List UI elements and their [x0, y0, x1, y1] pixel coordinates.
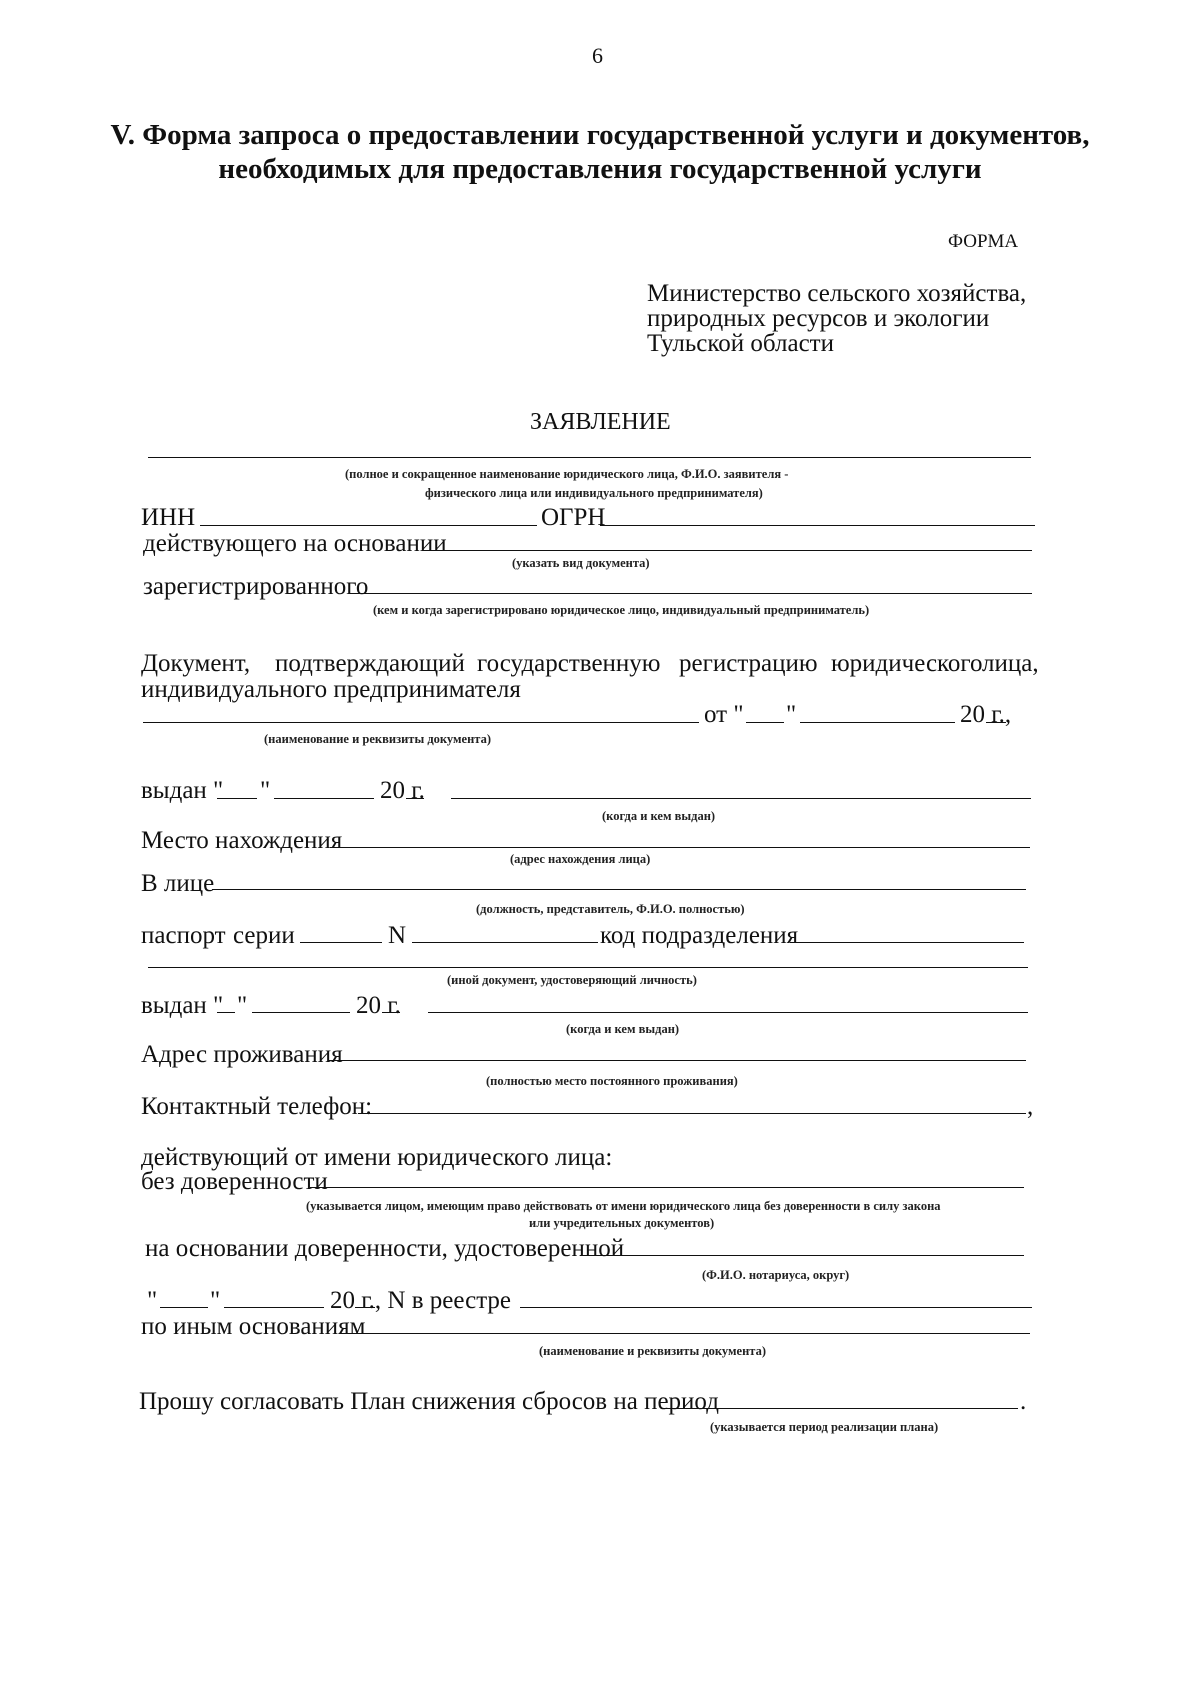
no-poa-label: без доверенности: [141, 1168, 328, 1195]
division-code-field[interactable]: [790, 942, 1024, 943]
issued-quote-close: ": [260, 777, 271, 804]
reg-doc-word-1: Документ,: [141, 650, 251, 677]
passport-series-field[interactable]: [300, 942, 382, 943]
issued-year-label: 20 г.: [380, 777, 425, 804]
caption-notary: (Ф.И.О. нотариуса, округ): [702, 1268, 850, 1282]
issued-2-quote-close: ": [237, 992, 248, 1019]
no-poa-field[interactable]: [310, 1187, 1024, 1188]
inn-field[interactable]: [200, 525, 537, 526]
caption-no-poa-1: (указывается лицом, имеющим право действовать от имени юридического лица без доверенности в силу закона: [306, 1199, 941, 1213]
poa-day-field[interactable]: [160, 1307, 208, 1308]
recipient-line-3: Тульской области: [647, 330, 834, 357]
caption-location: (адрес нахождения лица): [510, 852, 651, 866]
other-grounds-field[interactable]: [340, 1333, 1030, 1334]
issued-2-year-field[interactable]: [382, 1012, 400, 1013]
phone-field[interactable]: [358, 1113, 1026, 1114]
reg-doc-day-field[interactable]: [746, 722, 784, 723]
recipient-line-1: Министерство сельского хозяйства,: [647, 280, 1027, 307]
caption-issued-by-2: (когда и кем выдан): [566, 1022, 680, 1036]
caption-other-id: (иной документ, удостоверяющий личность): [447, 973, 697, 987]
poa-registry-label: 20 г., N в реестре: [330, 1287, 512, 1314]
poa-label: на основании доверенности, удостоверенной: [145, 1235, 625, 1262]
caption-issued-by: (когда и кем выдан): [602, 809, 716, 823]
inn-label: ИНН: [141, 504, 196, 531]
reg-doc-name-field[interactable]: [143, 722, 699, 723]
page-number: 6: [592, 43, 603, 68]
form-label: ФОРМА: [948, 231, 1019, 252]
poa-month-field[interactable]: [224, 1307, 324, 1308]
acting-basis-label: действующего на основании: [143, 530, 447, 557]
reg-doc-word-5: юридического: [831, 650, 983, 677]
phone-label: Контактный телефон:: [141, 1093, 373, 1120]
acting-on-behalf-label: действующий от имени юридического лица:: [141, 1144, 613, 1171]
passport-label: паспорт: [141, 922, 226, 949]
section-title-line1: V. Форма запроса о предоставлении государственной услуги и документов,: [110, 119, 1090, 151]
reg-doc-year-label: 20 г.,: [960, 701, 1012, 728]
issued-by-field[interactable]: [451, 798, 1031, 799]
issued-2-year-label: 20 г.: [356, 992, 401, 1019]
caption-other-grounds: (наименование и реквизиты документа): [539, 1344, 766, 1358]
caption-period: (указывается период реализации плана): [710, 1420, 939, 1434]
in-person-label: В лице: [141, 870, 215, 897]
reg-doc-word-2: подтверждающий: [275, 650, 465, 677]
caption-no-poa-2: или учредительных документов): [529, 1216, 715, 1230]
issued-day-field[interactable]: [217, 798, 257, 799]
other-id-field[interactable]: [148, 967, 1028, 968]
request-label: Прошу согласовать План снижения сбросов на период: [139, 1388, 719, 1415]
caption-basis-doc: (указать вид документа): [512, 556, 650, 570]
reg-doc-quote-close: ": [786, 701, 797, 728]
in-person-field[interactable]: [212, 889, 1026, 890]
reg-doc-line-2: индивидуального предпринимателя: [141, 676, 521, 703]
caption-applicant-name-1: (полное и сокращенное наименование юридического лица, Ф.И.О. заявителя -: [345, 467, 789, 481]
poa-field[interactable]: [580, 1255, 1024, 1256]
issued-year-field[interactable]: [406, 798, 424, 799]
reg-doc-word-3: государственную: [477, 650, 661, 677]
reg-doc-year-field[interactable]: [986, 722, 1006, 723]
address-field[interactable]: [328, 1060, 1026, 1061]
phone-comma: ,: [1027, 1093, 1034, 1120]
division-code-label: код подразделения: [600, 922, 799, 949]
passport-number-field[interactable]: [412, 942, 598, 943]
applicant-name-field[interactable]: [148, 457, 1031, 458]
poa-quote-open: ": [147, 1287, 158, 1314]
acting-basis-field[interactable]: [422, 550, 1032, 551]
address-label: Адрес проживания: [141, 1041, 343, 1068]
issued-2-day-field[interactable]: [217, 1012, 235, 1013]
registered-label: зарегистрированного: [143, 573, 369, 600]
registry-number-field[interactable]: [520, 1307, 1032, 1308]
location-field[interactable]: [330, 847, 1030, 848]
ogrn-field[interactable]: [600, 525, 1035, 526]
issued-label: выдан ": [141, 777, 224, 804]
issued-2-label: выдан ": [141, 992, 224, 1019]
reg-doc-from-label: от ": [704, 701, 744, 728]
series-label: серии: [233, 922, 295, 949]
request-period-end: .: [1020, 1388, 1027, 1415]
recipient-line-2: природных ресурсов и экологии: [647, 305, 990, 332]
other-grounds-label: по иным основаниям: [141, 1313, 366, 1340]
poa-quote-close: ": [210, 1287, 221, 1314]
reg-doc-month-field[interactable]: [800, 722, 955, 723]
reg-doc-word-6: лица,: [982, 650, 1039, 677]
caption-residence: (полностью место постоянного проживания): [486, 1074, 738, 1088]
document-title: ЗАЯВЛЕНИЕ: [530, 409, 671, 435]
period-field[interactable]: [664, 1408, 1018, 1409]
caption-in-person: (должность, представитель, Ф.И.О. полностью): [476, 902, 745, 916]
caption-applicant-name-2: физического лица или индивидуального предпринимателя): [425, 486, 763, 500]
reg-doc-word-4: регистрацию: [679, 650, 818, 677]
issued-2-month-field[interactable]: [252, 1012, 350, 1013]
passport-number-label: N: [388, 922, 407, 949]
section-title-line2: необходимых для предоставления государственной услуги: [218, 153, 982, 185]
poa-year-field[interactable]: [355, 1307, 375, 1308]
issued-month-field[interactable]: [274, 798, 374, 799]
registered-field[interactable]: [350, 593, 1032, 594]
location-label: Место нахождения: [141, 827, 343, 854]
issued-2-by-field[interactable]: [428, 1012, 1028, 1013]
ogrn-label: ОГРН: [541, 504, 606, 531]
caption-reg-doc: (наименование и реквизиты документа): [264, 732, 491, 746]
caption-registered: (кем и когда зарегистрировано юридическое лицо, индивидуальный предприниматель): [373, 603, 870, 617]
